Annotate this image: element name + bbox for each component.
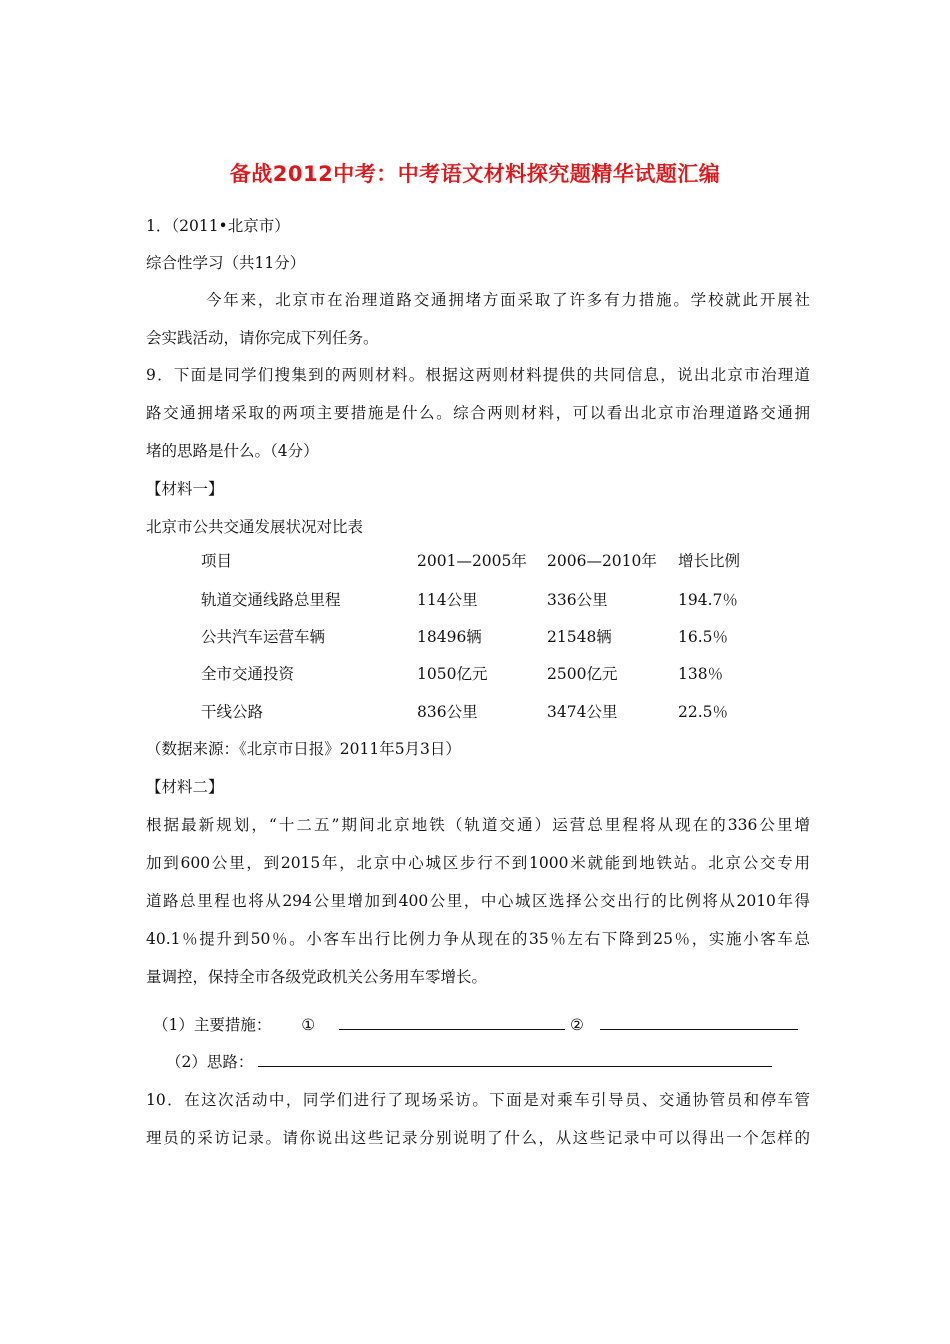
q9-line-2: 路交通拥堵采取的两项主要措施是什么。综合两则材料，可以看出北京市治理道路交通拥 — [146, 404, 810, 422]
answer-1-row — [153, 1015, 798, 1035]
cell-period-2: 21548辆 — [547, 628, 612, 646]
section-heading: 综合性学习（共11分） — [146, 254, 306, 272]
cell-period-2: 3474公里 — [547, 703, 618, 721]
q9-line-3: 堵的思路是什么。（4分） — [146, 442, 319, 460]
cell-item: 干线公路 — [201, 703, 264, 721]
material-2-line-4: 40.1％提升到50％。小客车出行比例力争从现在的35％左右下降到25％，实施小客车总 — [146, 930, 810, 948]
answer-2-row — [166, 1052, 772, 1072]
answer-1-label: （1）主要措施： — [153, 1016, 272, 1034]
data-source: （数据来源：《北京市日报》2011年5月3日） — [146, 740, 461, 758]
header-item: 项目 — [201, 552, 233, 570]
cell-item: 公共汽车运营车辆 — [201, 628, 326, 646]
intro-line-1: 今年来，北京市在治理道路交通拥堵方面采取了许多有力措施。学校就此开展社 — [206, 291, 810, 309]
q10-line-1: 10．在这次活动中，同学们进行了现场采访。下面是对乘车引导员、交通协管员和停车管 — [146, 1091, 810, 1109]
material-2-line-2: 加到600公里，到2015年，北京中心城区步行不到1000米就能到地铁站。北京公交专用 — [146, 854, 810, 872]
circle-2-marker: ② — [569, 1016, 584, 1034]
cell-growth: 138％ — [678, 665, 724, 683]
q10-line-2: 理员的采访记录。请你说出这些记录分别说明了什么，从这些记录中可以得出一个怎样的 — [146, 1129, 810, 1147]
cell-growth: 194.7％ — [678, 591, 738, 609]
cell-period-1: 1050亿元 — [417, 665, 488, 683]
material-2-line-5: 量调控，保持全市各级党政机关公务用车零增长。 — [146, 968, 488, 986]
cell-growth: 22.5％ — [678, 703, 729, 721]
cell-period-2: 336公里 — [547, 591, 608, 609]
header-period-1: 2001—2005年 — [417, 552, 527, 570]
material-2-line-1: 根据最新规划，“十二五”期间北京地铁（轨道交通）运营总里程将从现在的336公里增 — [146, 816, 810, 834]
answer-blank-3[interactable] — [258, 1052, 772, 1067]
answer-blank-1[interactable] — [339, 1015, 565, 1030]
document-title: 备战2012中考：中考语文材料探究题精华试题汇编 — [229, 162, 721, 186]
q9-line-1: 9．下面是同学们搜集到的两则材料。根据这两则材料提供的共同信息，说出北京市治理道 — [146, 366, 810, 384]
material-2-label: 【材料二】 — [146, 778, 224, 796]
cell-period-2: 2500亿元 — [547, 665, 618, 683]
header-period-2: 2006—2010年 — [547, 552, 657, 570]
material-2-line-3: 道路总里程也将从294公里增加到400公里，中心城区选择公交出行的比例将从2010年得 — [146, 892, 810, 910]
cell-period-1: 836公里 — [417, 703, 478, 721]
answer-2-label: （2）思路： — [166, 1053, 254, 1071]
answer-blank-2[interactable] — [600, 1015, 798, 1030]
material-1-label: 【材料一】 — [146, 480, 224, 498]
cell-item: 全市交通投资 — [201, 665, 295, 683]
question-1-header: 1．（2011•北京市） — [146, 217, 290, 235]
cell-item: 轨道交通线路总里程 — [201, 591, 341, 609]
header-growth: 增长比例 — [678, 552, 741, 570]
cell-growth: 16.5％ — [678, 628, 729, 646]
table-title: 北京市公共交通发展状况对比表 — [146, 518, 364, 536]
intro-line-2: 会实践活动，请你完成下列任务。 — [146, 329, 379, 347]
cell-period-1: 114公里 — [417, 591, 478, 609]
cell-period-1: 18496辆 — [417, 628, 482, 646]
circle-1-marker: ① — [301, 1016, 316, 1034]
